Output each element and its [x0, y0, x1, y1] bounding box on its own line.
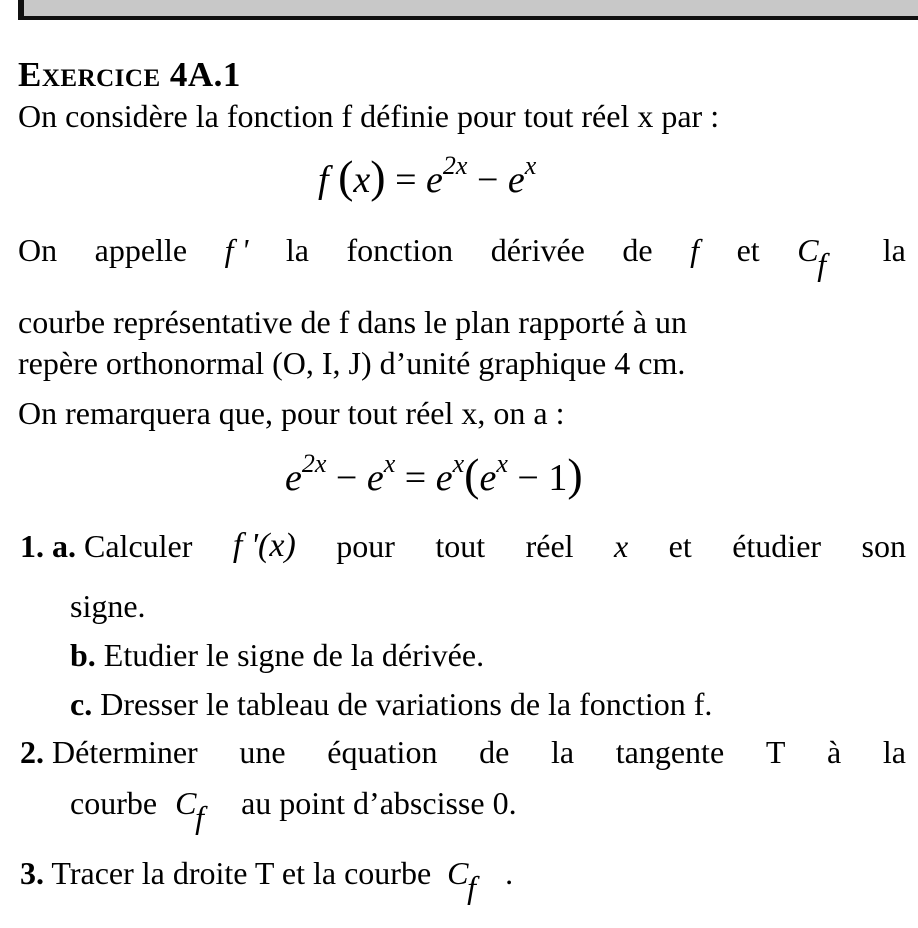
question-1b: b. Etudier le signe de la dérivée.	[70, 637, 485, 673]
curve-cf: C f	[797, 232, 827, 282]
question-1a-continued: signe.	[70, 588, 146, 624]
exercise-title: Exercice 4A.1	[18, 55, 241, 94]
intro-line-2: On appelle f ' la fonction dérivée de f et C f la	[18, 232, 906, 282]
question-2-continued: courbe C f au point d’abscisse 0.	[70, 785, 517, 835]
intro-line-5: On remarquera que, pour tout réel x, on a :	[18, 395, 565, 431]
question-2: 2. Déterminer une équation de la tangente T à la	[20, 734, 906, 770]
question-3: 3. Tracer la droite T et la courbe C f .	[20, 855, 514, 905]
question-1a: 1. a. Calculer f '(x) pour tout réel x et étudier son	[20, 527, 906, 564]
formula-f: f $(x) = e^{2x} - e^x$	[318, 151, 537, 202]
intro-line-3: courbe représentative de f dans le plan rapporté à un	[18, 304, 688, 340]
question-1c: c. Dresser le tableau de variations de la fonction f.	[70, 686, 713, 722]
curve-cf: C f	[447, 855, 477, 905]
intro-line-4: repère orthonormal (O, I, J) d’unité graphique 4 cm.	[18, 345, 686, 381]
intro-line-1: On considère la fonction f définie pour tout réel x par :	[18, 98, 720, 134]
top-border-bar	[18, 0, 918, 20]
curve-cf: C f	[175, 785, 204, 835]
formula-factorization: $e^{2x} - e^x = e^x(e^x - 1)$	[285, 449, 583, 500]
